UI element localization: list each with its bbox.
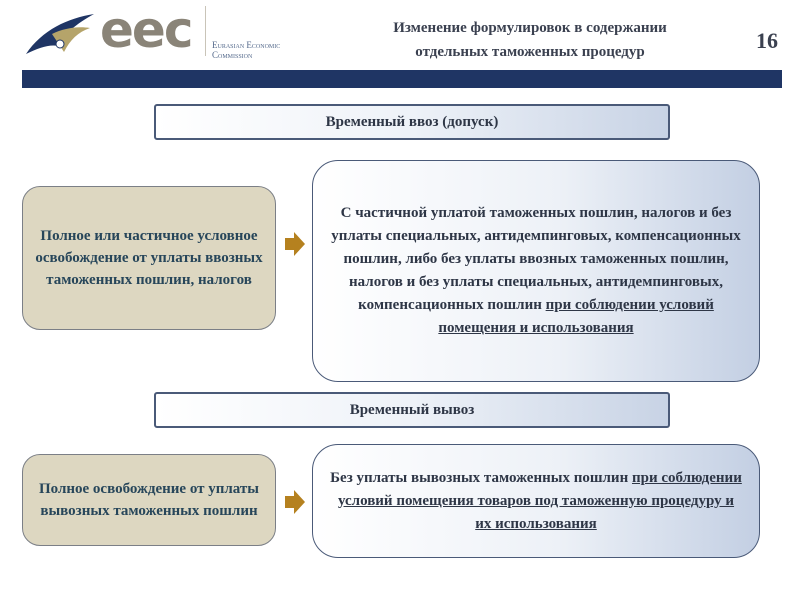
header-bar xyxy=(22,70,782,88)
slide-title xyxy=(330,16,730,64)
eec-logo-icon xyxy=(24,10,96,64)
left-box-text: Полное или частичное условное освобождение от уплаты ввозных таможенных пошлин, налогов xyxy=(35,228,263,288)
right-box-temporary-import xyxy=(312,160,760,382)
logo-caption-line-1: Eurasian Economic xyxy=(212,40,281,50)
page-number: 16 xyxy=(756,28,778,53)
section-title-temporary-export: Временный вывоз xyxy=(154,392,670,428)
left-box-temporary-import xyxy=(22,186,276,330)
logo-caption-line-2: Commission xyxy=(212,50,253,60)
right-box-plain-text: Без уплаты вывозных таможенных пошлин xyxy=(330,469,632,486)
slide-title-line-1: Изменение формулировок в содержании xyxy=(393,20,667,36)
right-box-plain-text: С частичной уплатой таможенных пошлин, налогов и без уплаты специальных, антидемпинговых, компенсационных пошлин, либо без уплаты ввозных таможенных пошлин, налогов и без уплаты специальных, антидемпинговых, компенсационных пошлин xyxy=(331,205,741,313)
arrow-right-icon xyxy=(285,232,305,256)
right-box-underlined-text: при соблюдении условий помещения товаров под таможенную процедуру и их использования xyxy=(337,469,742,532)
right-box-underlined-text: при соблюдении условий помещения и использования xyxy=(438,297,714,336)
left-box-text: Полное освобождение от уплаты вывозных таможенных пошлин xyxy=(38,481,259,519)
right-box-temporary-export xyxy=(312,444,760,558)
logo-wordmark: eec xyxy=(100,1,192,59)
logo-divider xyxy=(205,6,206,56)
logo-caption xyxy=(212,40,280,60)
section-title-temporary-import: Временный ввоз (допуск) xyxy=(154,104,670,140)
left-box-temporary-export xyxy=(22,454,276,546)
slide-title-line-2: отдельных таможенных процедур xyxy=(415,44,645,60)
arrow-right-icon xyxy=(285,490,305,514)
right-box-text xyxy=(329,467,743,536)
right-box-text xyxy=(329,202,743,340)
